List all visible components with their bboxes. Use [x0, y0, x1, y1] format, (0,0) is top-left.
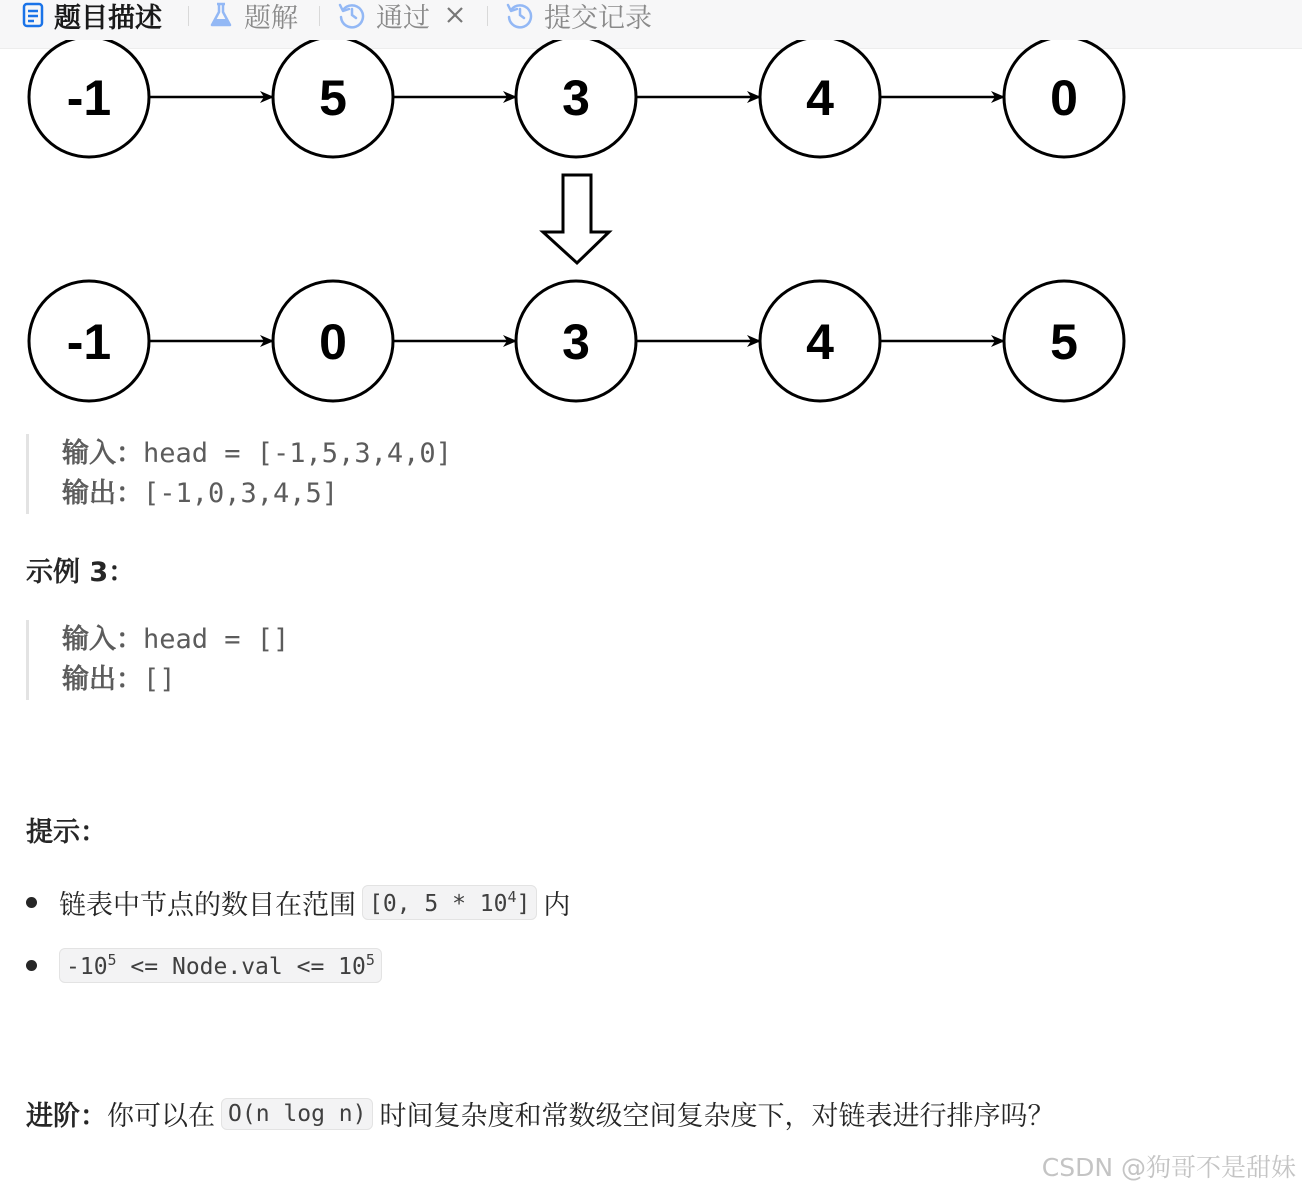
output-value: [-1,0,3,4,5]: [143, 478, 339, 509]
bullet-icon: [26, 960, 37, 971]
list-node-value: 4: [806, 70, 834, 126]
transform-down-arrow-icon: [543, 175, 609, 263]
hint-text: 链表中节点的数目在范围: [59, 890, 356, 921]
hint-item: [26, 883, 570, 922]
hint-text: 内: [543, 890, 571, 921]
list-node-value: 0: [1050, 70, 1078, 126]
tab-submissions[interactable]: [506, 0, 652, 34]
tab-description[interactable]: [22, 0, 162, 34]
output-label: 输出：: [62, 664, 143, 695]
list-node-value: -1: [66, 314, 112, 370]
example-3-heading: 示例 3：: [26, 557, 136, 588]
input-label: 输入：: [62, 438, 143, 469]
follow-up-label: 进阶：: [26, 1101, 107, 1132]
list-node-value: 5: [1050, 314, 1078, 370]
follow-up-text: 时间复杂度和常数级空间复杂度下，对链表进行排序吗？: [379, 1101, 1055, 1132]
tab-solutions[interactable]: [208, 0, 298, 34]
list-node-value: 5: [319, 70, 347, 126]
tab-divider: [188, 6, 189, 26]
code-superscript: 5: [107, 951, 117, 969]
code-text: [0, 5 * 10: [369, 891, 508, 917]
code-superscript: 5: [365, 951, 375, 969]
list-node-value: 0: [319, 314, 347, 370]
tab-label: 题目描述: [54, 2, 162, 34]
input-value: head = []: [143, 624, 290, 655]
flask-icon: [208, 2, 234, 28]
list-node-value: 3: [562, 314, 590, 370]
hint-item: [26, 948, 388, 983]
example-output-line: [62, 660, 289, 700]
list-node-value: 4: [806, 314, 834, 370]
input-label: 输入：: [62, 624, 143, 655]
tab-divider: [487, 6, 488, 26]
example-input-line: [62, 434, 452, 474]
linked-list-diagram: [0, 40, 1160, 410]
hints-heading: 提示：: [26, 817, 107, 848]
input-value: head = [-1,5,3,4,0]: [143, 438, 452, 469]
tab-label: 题解: [244, 2, 298, 34]
watermark: CSDN @狗哥不是甜妹: [1041, 1153, 1296, 1182]
tab-accepted[interactable]: [338, 0, 464, 34]
tab-label: 提交记录: [544, 2, 652, 34]
description-icon: [22, 2, 44, 28]
hint-code: [59, 948, 382, 983]
example-input-line: [62, 620, 289, 660]
example-3-block: [26, 620, 289, 700]
bullet-icon: [26, 897, 37, 908]
hint-code: [362, 885, 537, 920]
tab-label: 通过: [376, 2, 430, 34]
history-icon: [338, 1, 366, 29]
close-icon[interactable]: [446, 6, 464, 24]
example-2-block: [26, 434, 452, 514]
list-node-value: -1: [66, 70, 112, 126]
code-text: <= Node.val <= 10: [116, 954, 366, 980]
code-superscript: 4: [507, 888, 517, 906]
follow-up: [26, 1094, 1054, 1133]
code-text: -10: [66, 954, 108, 980]
tab-divider: [319, 6, 320, 26]
output-list-row: [29, 281, 1124, 401]
example-output-line: [62, 474, 452, 514]
history-icon: [506, 1, 534, 29]
code-text: ]: [516, 891, 531, 917]
complexity-code: O(n log n): [221, 1098, 373, 1130]
output-label: 输出：: [62, 478, 143, 509]
output-value: []: [143, 664, 176, 695]
list-node-value: 3: [562, 70, 590, 126]
input-list-row: [29, 40, 1124, 157]
follow-up-text: 你可以在: [107, 1101, 215, 1132]
